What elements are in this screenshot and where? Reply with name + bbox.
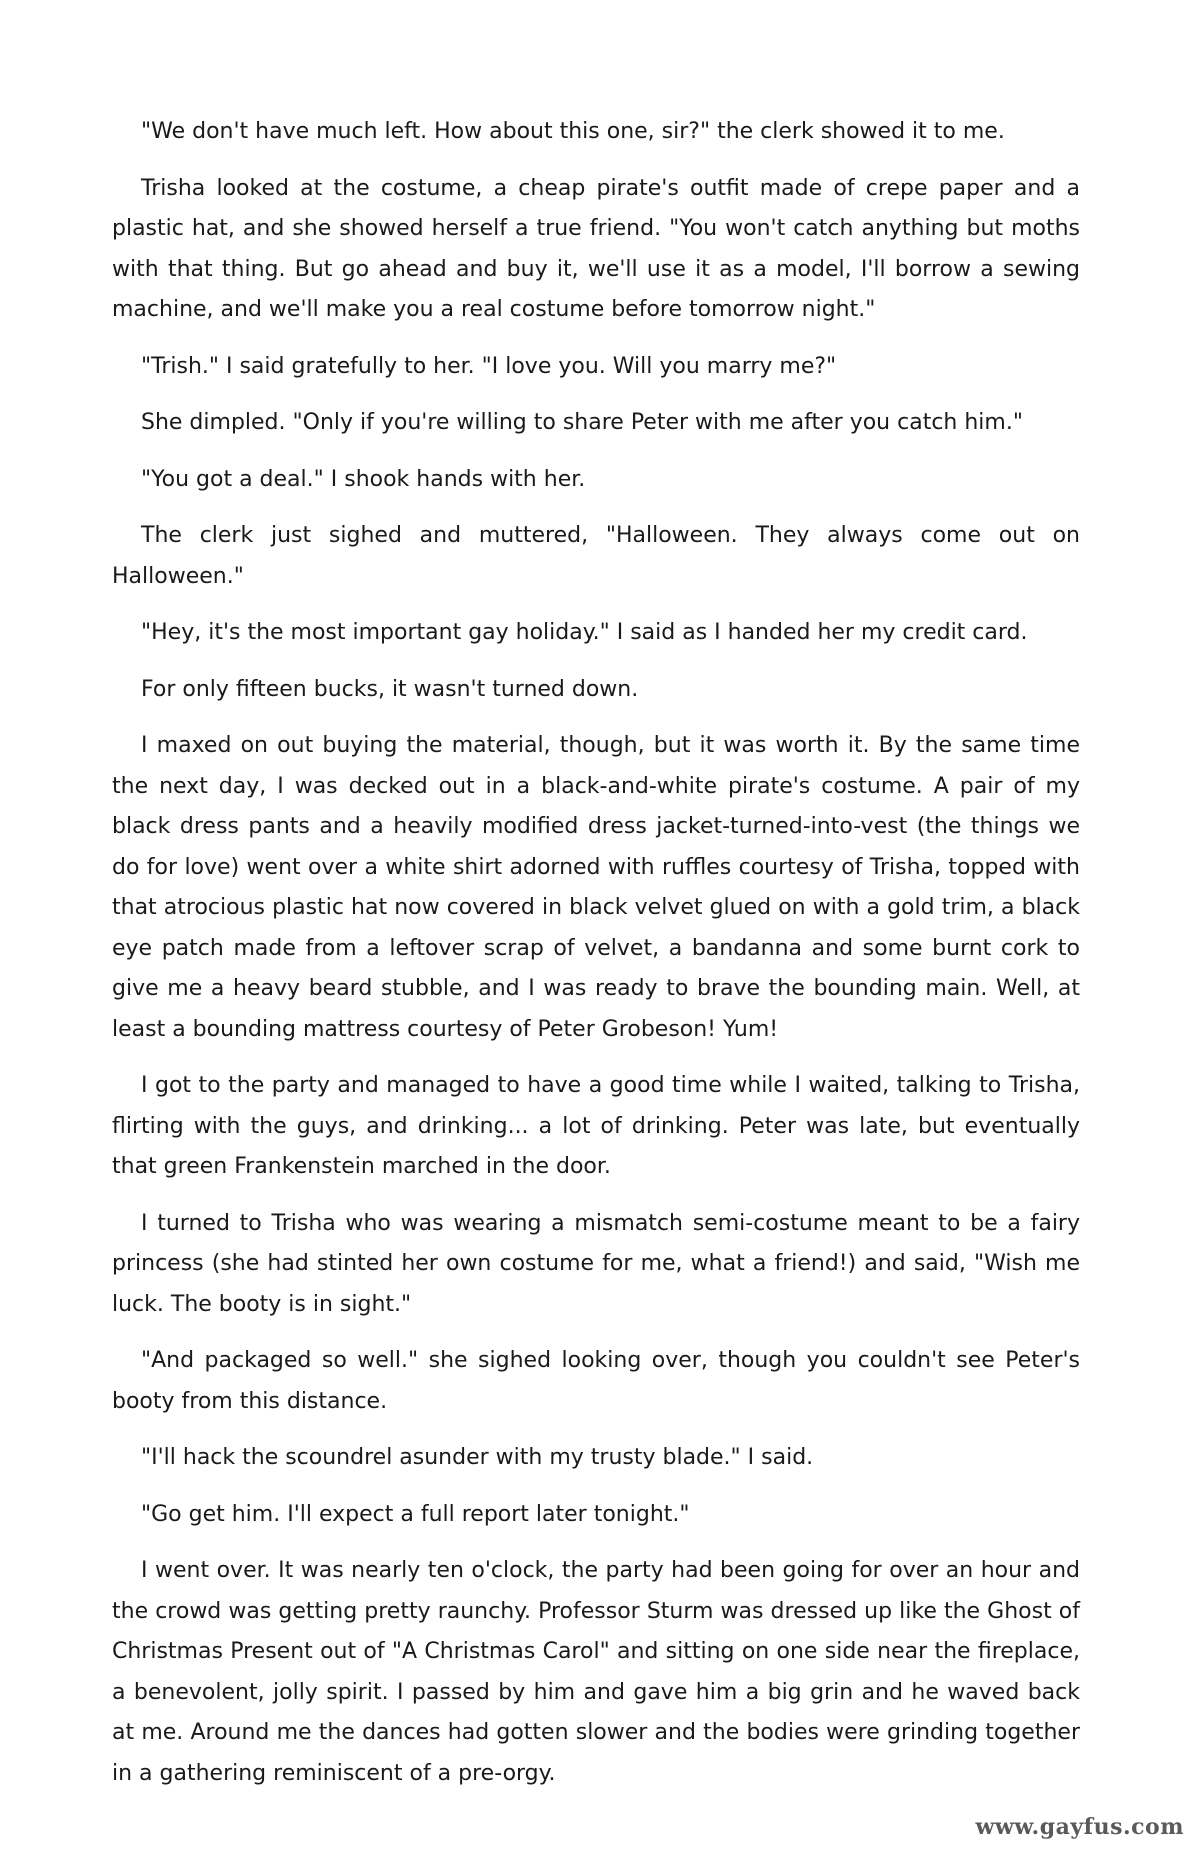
paragraph: "We don't have much left. How about this one, sir?" the clerk showed it to me. [141,119,1005,144]
paragraph: She dimpled. "Only if you're willing to share Peter with me after you catch him." [141,410,1023,435]
paragraph: For only fifteen bucks, it wasn't turned down. [141,676,639,702]
paragraph: "Trish." I said gratefully to her. "I love you. Will you marry me?" [141,353,837,379]
paragraph: "Go get him. I'll expect a full report later tonight." [141,1501,690,1527]
story-text [112,112,1080,1810]
watermark: www.gayfus.com [975,1814,1184,1840]
paragraph: I got to the party and managed to have a good time while I waited, talking to Trisha, flirting with the guys, and drinking... a lot of drinking. Peter was late, but eventually that green Frankenstein marched in the door. [112,1073,1080,1179]
paragraph: "I'll hack the scoundrel asunder with my trusty blade." I said. [141,1445,814,1470]
paragraph: "You got a deal." I shook hands with her. [141,466,586,492]
paragraph: The clerk just sighed and muttered, "Halloween. They always come out on Halloween." [112,523,1080,589]
paragraph: I went over. It was nearly ten o'clock, the party had been going for over an hour and the crowd was getting pretty raunchy. Professor Sturm was dressed up like the Ghost of Christmas Present out of "A Christmas Carol" and sitting on one side near the fireplace, a benevolent, jolly spirit. I passed by him and gave him a big grin and he waved back at me. Around me the dances had gotten slower and the bodies were grinding together in a gathering reminiscent of a pre-orgy. [112,1558,1080,1786]
paragraph: Trisha looked at the costume, a cheap pirate's outfit made of crepe paper and a plastic hat, and she showed herself a true friend. "You won't catch anything but moths with that thing. But go ahead and buy it, we'll use it as a model, I'll borrow a sewing machine, and we'll make you a real costume before tomorrow night." [112,175,1080,322]
paragraph: I turned to Trisha who was wearing a mismatch semi-costume meant to be a fairy princess (she had stinted her own costume for me, what a friend!) and said, "Wish me luck. The booty is in sight." [112,1210,1080,1317]
paragraph: "Hey, it's the most important gay holiday." I said as I handed her my credit card. [141,620,1028,645]
paragraph: I maxed on out buying the material, though, but it was worth it. By the same time the next day, I was decked out in a black-and-white pirate's costume. A pair of my black dress pants and a heavily modified dress jacket-turned-into-vest (the things we do for love) went over a white shirt adorned with ruffles courtesy of Trisha, topped with that atrocious plastic hat now covered in black velvet glued on with a gold trim, a black eye patch made from a leftover scrap of velvet, a bandanna and some burnt cork to give me a heavy beard stubble, and I was ready to brave the bounding main. Well, at least a bounding mattress courtesy of Peter Grobeson! Yum! [112,733,1080,1042]
paragraph: "And packaged so well." she sighed looking over, though you couldn't see Peter's booty from this distance. [112,1348,1080,1414]
